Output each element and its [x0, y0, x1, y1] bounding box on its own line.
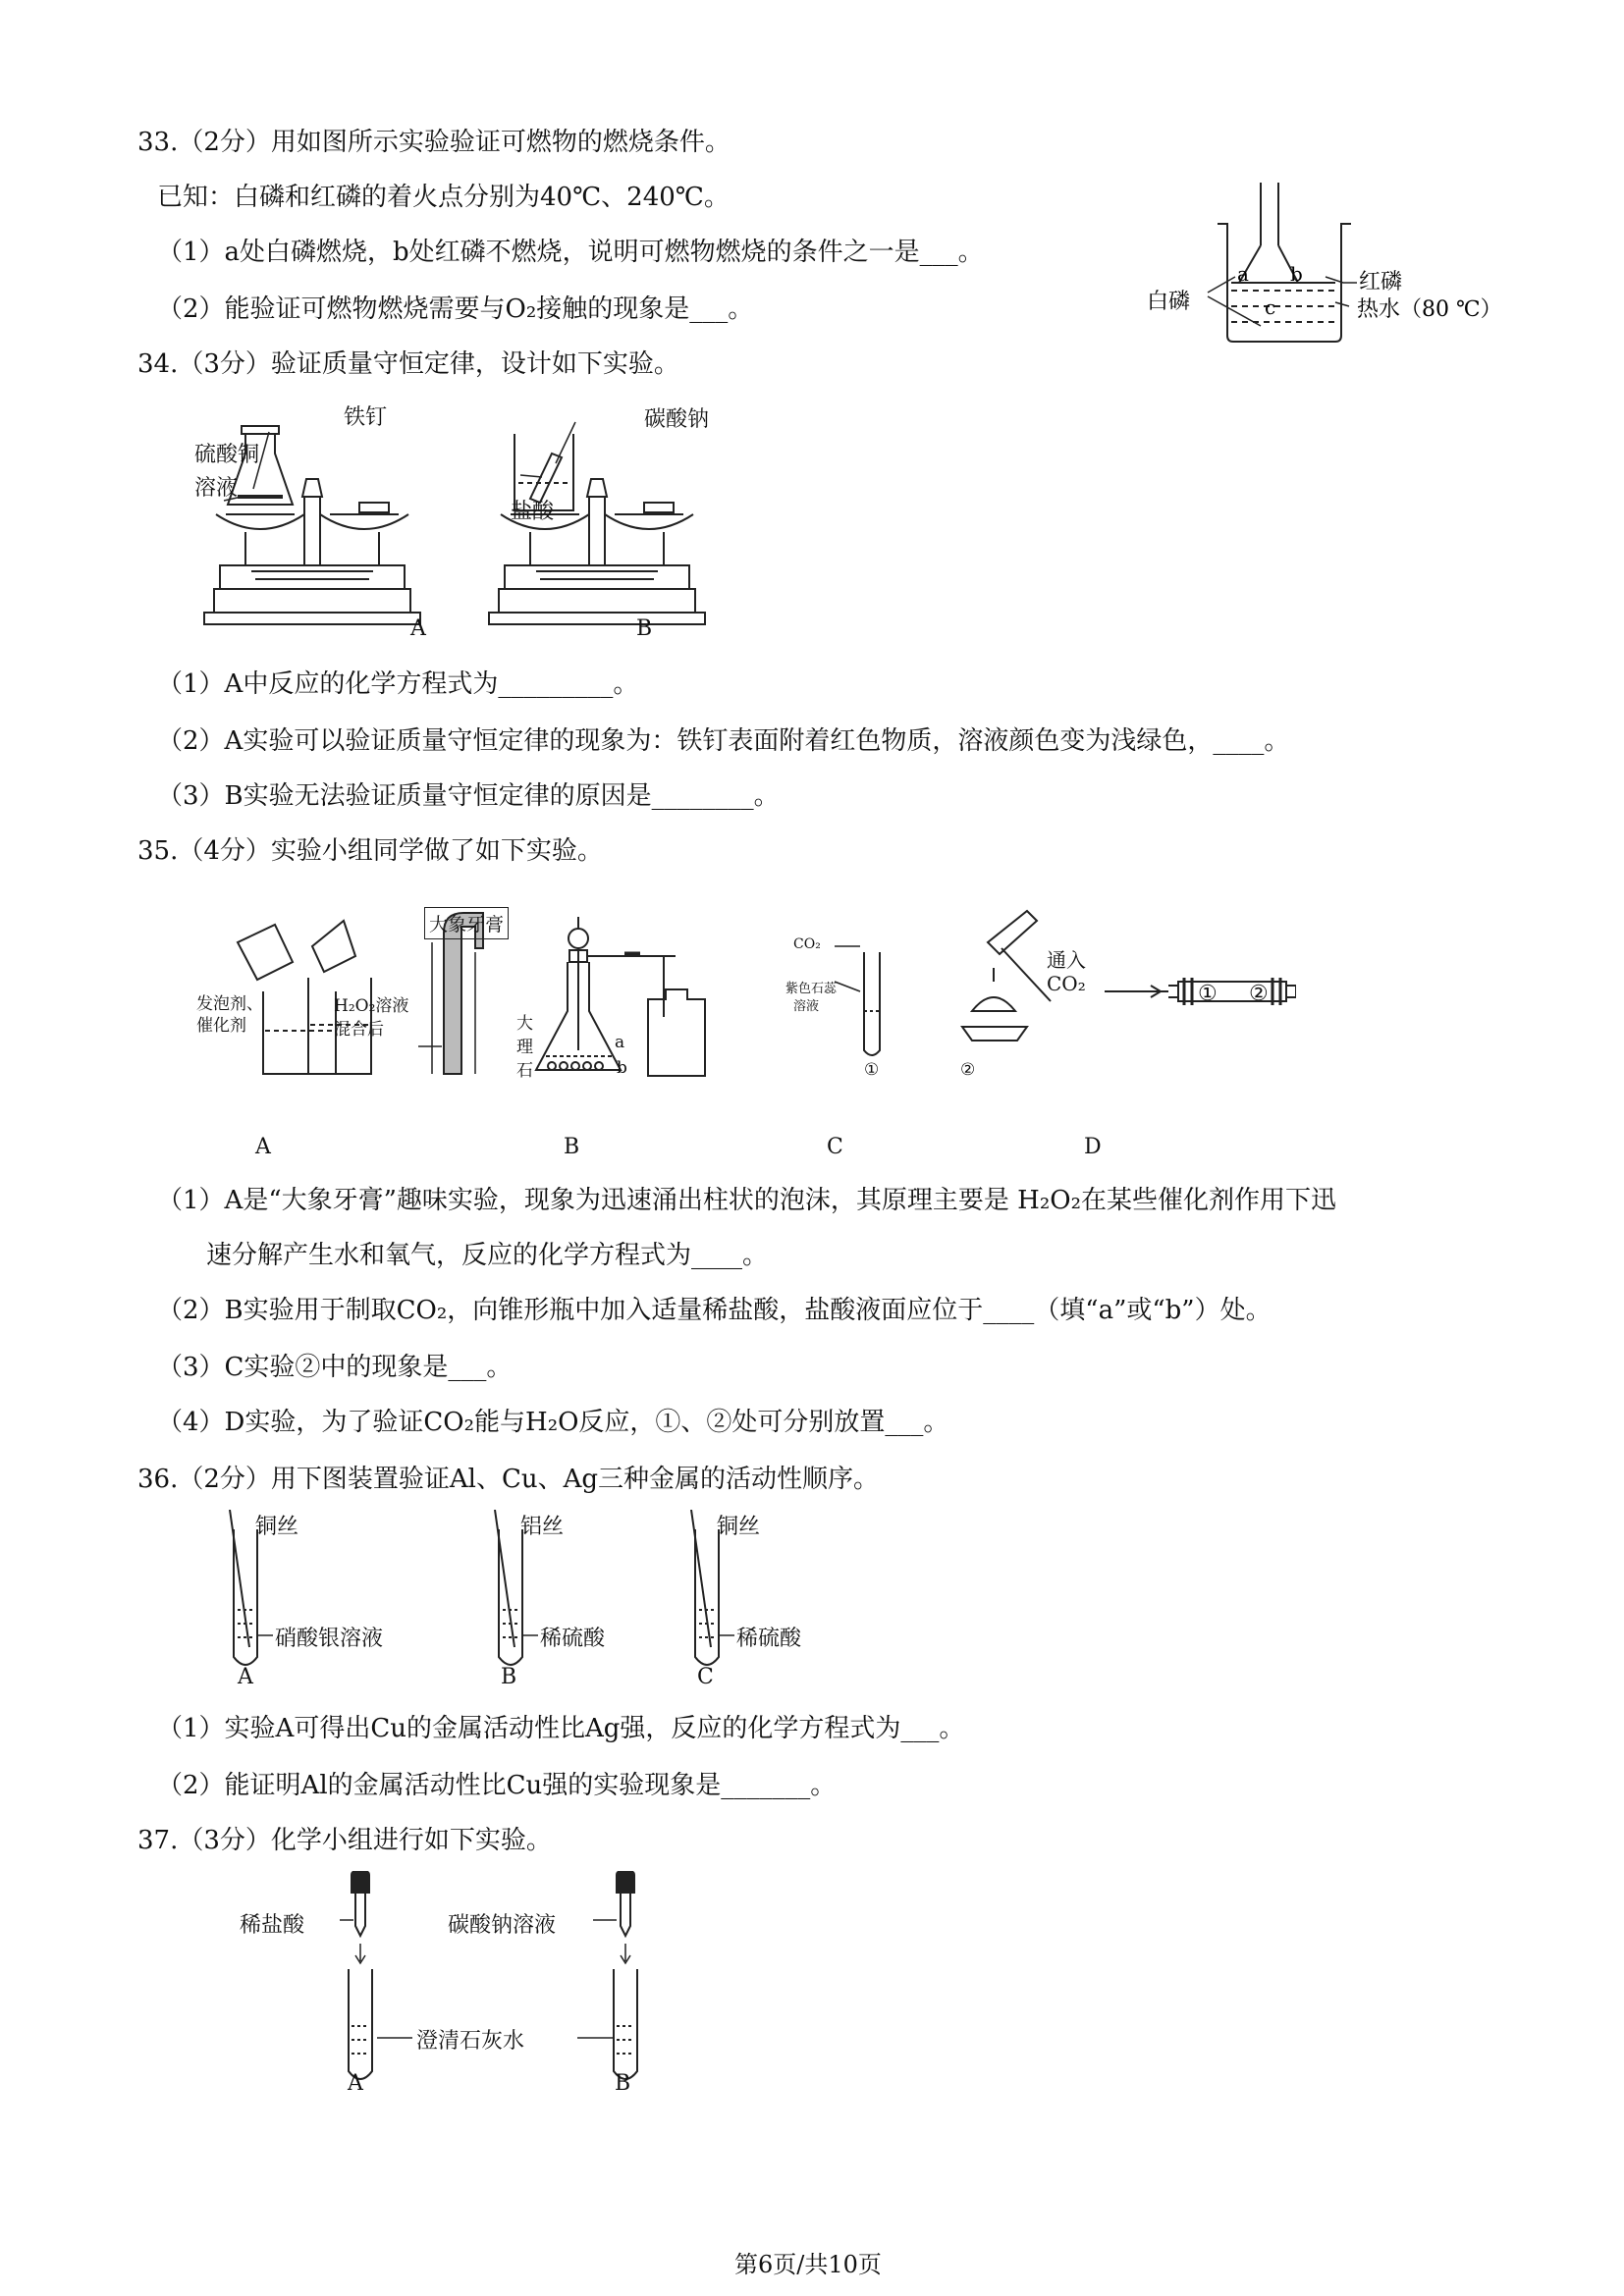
q33-part1: （1）a处白磷燃烧，b处红磷不燃烧，说明可燃物燃烧的条件之一是___。	[157, 238, 984, 267]
q35-label-litmus1: 紫色石蕊	[785, 982, 838, 996]
q35-label-toothpaste: 大象牙膏	[424, 907, 509, 939]
q35-label-h2o2-2: 混合后	[334, 1020, 384, 1040]
q33-label-a: a	[1237, 262, 1249, 286]
q35-label-pass2: CO₂	[1047, 972, 1086, 995]
q35-label-marble1: 大	[516, 1014, 533, 1034]
q33-part2: （2）能验证可燃物燃烧需要与O₂接触的现象是___。	[157, 294, 754, 324]
q35-part3: （3）C实验②中的现象是___。	[157, 1353, 513, 1382]
q36-part1: （1）实验A可得出Cu的金属活动性比Ag强，反应的化学方程式为___。	[157, 1714, 965, 1743]
q35-label-c2: ②	[960, 1060, 976, 1080]
q34-label-hcl: 盐酸	[511, 500, 555, 524]
q36-label-copper-wire-A: 铜丝	[255, 1515, 299, 1539]
q35-label-co2-in: CO₂	[793, 936, 821, 952]
q37-label-limewater: 澄清石灰水	[416, 2029, 525, 2054]
q37-label-hcl: 稀盐酸	[240, 1913, 305, 1938]
q37-title: 37.（3分）化学小组进行如下实验。	[137, 1826, 552, 1855]
q34-label-na2co3: 碳酸钠	[644, 407, 710, 432]
q34-label-iron-nail: 铁钉	[344, 405, 388, 430]
q35-label-b: b	[617, 1058, 627, 1078]
q36-part2: （2）能证明Al的金属活动性比Cu强的实验现象是_______。	[157, 1771, 837, 1800]
q35-label-A: A	[255, 1135, 271, 1159]
page-footer: 第6页/共10页	[734, 2251, 882, 2278]
q35-part1-line2: 速分解产生水和氧气，反应的化学方程式为____。	[206, 1241, 769, 1270]
q33-red-phosphorus: 红磷	[1359, 270, 1403, 294]
q35-label-a: a	[615, 1033, 625, 1052]
q33-white-phosphorus: 白磷	[1147, 290, 1191, 314]
q33-title: 33.（2分）用如图所示实验验证可燃物的燃烧条件。	[137, 128, 731, 157]
q35-label-foam1: 发泡剂、	[196, 994, 263, 1014]
q36-title: 36.（2分）用下图装置验证Al、Cu、Ag三种金属的活动性顺序。	[137, 1465, 880, 1494]
q33-label-c: c	[1265, 295, 1276, 319]
q33-label-b: b	[1290, 262, 1303, 286]
q34-label-cuso4-line1: 硫酸铜	[194, 443, 260, 467]
q36-label-B: B	[501, 1665, 517, 1689]
q37-label-na2co3: 碳酸钠溶液	[448, 1913, 557, 1938]
q35-part4: （4）D实验，为了验证CO₂能与H₂O反应，①、②处可分别放置___。	[157, 1408, 949, 1437]
q34-label-A: A	[410, 616, 426, 641]
q36-label-agno3: 硝酸银溶液	[275, 1627, 384, 1651]
q36-label-aluminum-wire: 铝丝	[520, 1515, 565, 1539]
q35-title: 35.（4分）实验小组同学做了如下实验。	[137, 836, 603, 866]
q36-label-h2so4-C: 稀硫酸	[736, 1627, 802, 1651]
q34-balance-figure	[187, 395, 736, 660]
q34-part1: （1）A中反应的化学方程式为_________。	[157, 669, 639, 699]
q37-label-B: B	[615, 2071, 631, 2096]
q35-label-d1: ①	[1198, 982, 1218, 1006]
q34-label-cuso4-line2: 溶液	[194, 476, 239, 501]
q34-label-B: B	[636, 616, 653, 641]
q35-label-d2: ②	[1249, 982, 1269, 1006]
q36-label-C: C	[697, 1665, 714, 1689]
q33-beaker-figure	[1129, 177, 1561, 353]
q34-title: 34.（3分）验证质量守恒定律，设计如下实验。	[137, 349, 679, 379]
q36-label-copper-wire-C: 铜丝	[717, 1515, 761, 1539]
q35-label-C: C	[827, 1135, 843, 1159]
q35-label-c1: ①	[864, 1060, 880, 1080]
q34-part2: （2）A实验可以验证质量守恒定律的现象为：铁钉表面附着红色物质，溶液颜色变为浅绿色，____。	[157, 726, 1290, 756]
q35-label-D: D	[1084, 1135, 1102, 1159]
q35-label-h2o2-1: H₂O₂溶液	[334, 996, 409, 1016]
q35-label-foam2: 催化剂	[196, 1016, 246, 1036]
q37-label-A: A	[348, 2071, 363, 2096]
q35-label-litmus2: 溶液	[793, 999, 820, 1014]
q37-droppers-figure	[226, 1871, 677, 2097]
q34-part3: （3）B实验无法验证质量守恒定律的原因是________。	[157, 781, 780, 811]
q35-label-marble2: 理	[516, 1038, 533, 1057]
q33-hot-water: 热水（80 ℃）	[1357, 297, 1502, 322]
q35-part1-line1: （1）A是“大象牙膏”趣味实验，现象为迅速涌出柱状的泡沫，其原理主要是 H₂O₂在某些催化剂作用下迅	[157, 1186, 1337, 1215]
q35-label-pass1: 通入	[1047, 948, 1086, 972]
q36-label-h2so4-B: 稀硫酸	[540, 1627, 606, 1651]
q33-known: 已知：白磷和红磷的着火点分别为40℃、240℃。	[157, 183, 730, 212]
q35-label-B: B	[564, 1135, 580, 1159]
q35-part2: （2）B实验用于制取CO₂，向锥形瓶中加入适量稀盐酸，盐酸液面应位于____（填“a”或“b”）处。	[157, 1296, 1272, 1325]
q36-label-A: A	[238, 1665, 253, 1689]
q35-label-marble3: 石	[516, 1061, 533, 1081]
